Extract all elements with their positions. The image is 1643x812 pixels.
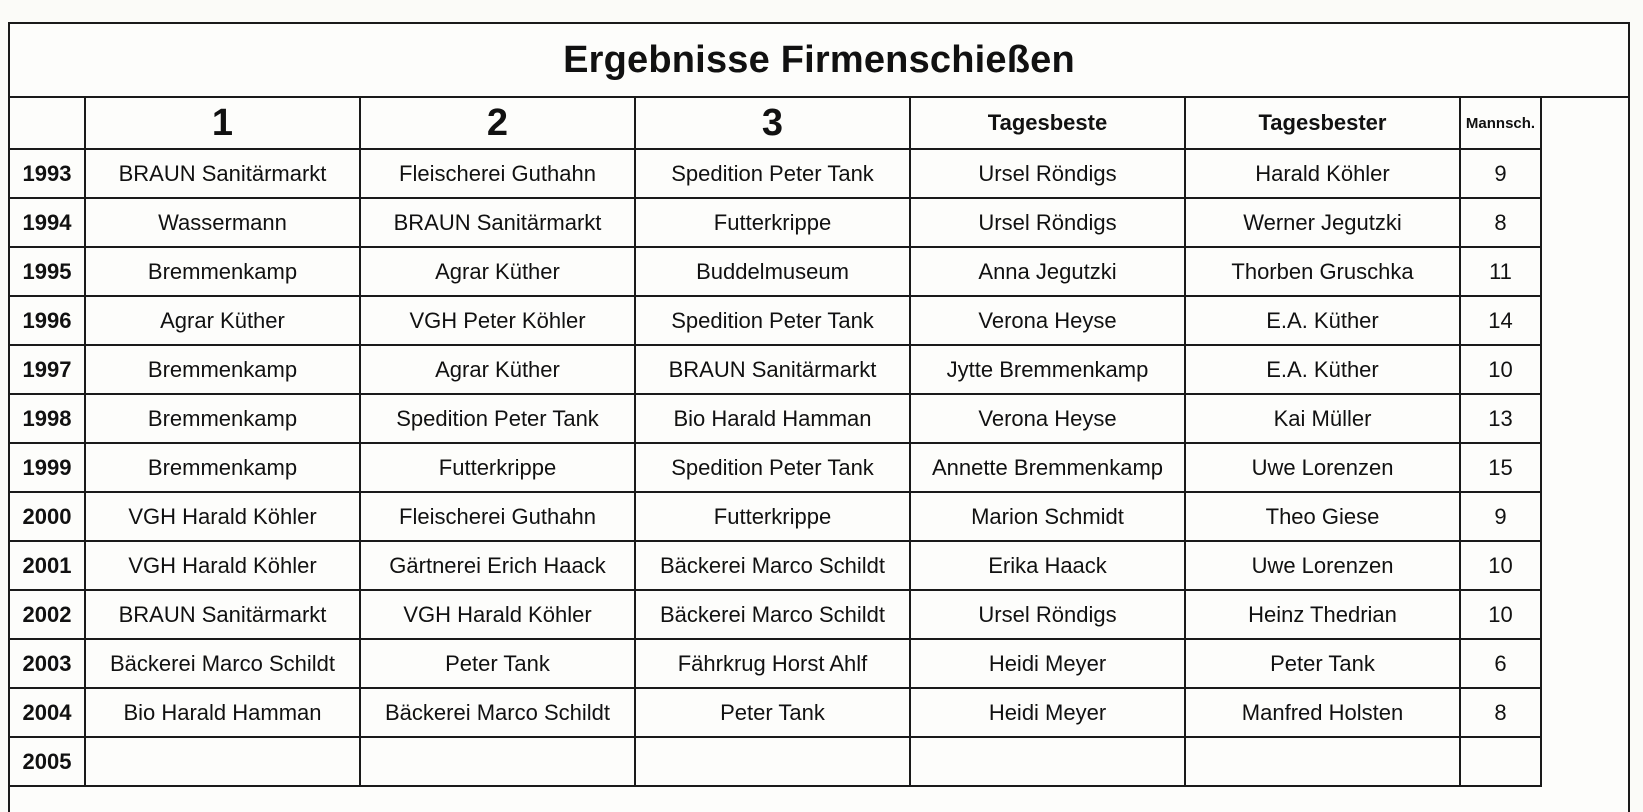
- tagesbeste-cell: Verona Heyse: [910, 296, 1185, 345]
- teams-count-cell: 9: [1460, 492, 1541, 541]
- tagesbester-cell: Manfred Holsten: [1185, 688, 1460, 737]
- tagesbester-cell: Werner Jegutzki: [1185, 198, 1460, 247]
- place-2-cell: BRAUN Sanitärmarkt: [360, 198, 635, 247]
- tagesbester-cell: Uwe Lorenzen: [1185, 541, 1460, 590]
- place-2-cell: Fleischerei Guthahn: [360, 492, 635, 541]
- tagesbeste-cell: Ursel Röndigs: [910, 149, 1185, 198]
- table-row: [9, 639, 1541, 688]
- tagesbeste-cell: [910, 737, 1185, 786]
- table-row: [9, 492, 1541, 541]
- place-2-cell: Bäckerei Marco Schildt: [360, 688, 635, 737]
- place-1-cell: Bremmenkamp: [85, 394, 360, 443]
- place-3-cell: [635, 737, 910, 786]
- place-1-cell: Bremmenkamp: [85, 345, 360, 394]
- place-3-cell: Buddelmuseum: [635, 247, 910, 296]
- place-2-cell: Agrar Küther: [360, 345, 635, 394]
- year-cell: 1997: [9, 345, 85, 394]
- place-1-cell: VGH Harald Köhler: [85, 541, 360, 590]
- year-cell: 1995: [9, 247, 85, 296]
- tagesbester-cell: Uwe Lorenzen: [1185, 443, 1460, 492]
- place-1-cell: VGH Harald Köhler: [85, 492, 360, 541]
- results-body: [9, 149, 1541, 786]
- table-row: [9, 394, 1541, 443]
- results-sheet: [8, 22, 1630, 812]
- place-1-cell: Wassermann: [85, 198, 360, 247]
- results-table: [8, 96, 1542, 787]
- place-1-cell: BRAUN Sanitärmarkt: [85, 590, 360, 639]
- place-2-cell: Gärtnerei Erich Haack: [360, 541, 635, 590]
- place-1-cell: Bremmenkamp: [85, 443, 360, 492]
- place-3-cell: Bio Harald Hamman: [635, 394, 910, 443]
- table-row: [9, 296, 1541, 345]
- tagesbeste-cell: Verona Heyse: [910, 394, 1185, 443]
- tagesbeste-cell: Heidi Meyer: [910, 688, 1185, 737]
- place-3-cell: Peter Tank: [635, 688, 910, 737]
- year-cell: 1994: [9, 198, 85, 247]
- tagesbester-cell: E.A. Küther: [1185, 296, 1460, 345]
- teams-count-cell: 14: [1460, 296, 1541, 345]
- place-2-cell: VGH Peter Köhler: [360, 296, 635, 345]
- teams-count-cell: 10: [1460, 345, 1541, 394]
- place-2-cell: Spedition Peter Tank: [360, 394, 635, 443]
- teams-count-cell: 10: [1460, 541, 1541, 590]
- place-3-cell: Futterkrippe: [635, 492, 910, 541]
- tagesbester-cell: Heinz Thedrian: [1185, 590, 1460, 639]
- teams-count-cell: 11: [1460, 247, 1541, 296]
- tagesbeste-cell: Jytte Bremmenkamp: [910, 345, 1185, 394]
- tagesbeste-cell: Erika Haack: [910, 541, 1185, 590]
- year-cell: 2000: [9, 492, 85, 541]
- teams-count-cell: 8: [1460, 198, 1541, 247]
- header-tagesbeste: Tagesbeste: [910, 97, 1185, 149]
- header-tagesbester: Tagesbester: [1185, 97, 1460, 149]
- place-1-cell: Agrar Küther: [85, 296, 360, 345]
- place-2-cell: [360, 737, 635, 786]
- teams-count-cell: [1460, 737, 1541, 786]
- tagesbester-cell: Thorben Gruschka: [1185, 247, 1460, 296]
- header-row: [9, 97, 1541, 149]
- place-2-cell: Peter Tank: [360, 639, 635, 688]
- teams-count-cell: 15: [1460, 443, 1541, 492]
- place-1-cell: Bio Harald Hamman: [85, 688, 360, 737]
- table-row: [9, 345, 1541, 394]
- year-cell: 2004: [9, 688, 85, 737]
- place-3-cell: Spedition Peter Tank: [635, 149, 910, 198]
- teams-count-cell: 9: [1460, 149, 1541, 198]
- tagesbeste-cell: Marion Schmidt: [910, 492, 1185, 541]
- header-place-2: 2: [360, 97, 635, 149]
- place-3-cell: Futterkrippe: [635, 198, 910, 247]
- year-cell: 1998: [9, 394, 85, 443]
- tagesbester-cell: Peter Tank: [1185, 639, 1460, 688]
- place-1-cell: [85, 737, 360, 786]
- teams-count-cell: 13: [1460, 394, 1541, 443]
- tagesbeste-cell: Ursel Röndigs: [910, 590, 1185, 639]
- table-row: [9, 590, 1541, 639]
- place-3-cell: Fährkrug Horst Ahlf: [635, 639, 910, 688]
- header-year: [9, 97, 85, 149]
- place-2-cell: Fleischerei Guthahn: [360, 149, 635, 198]
- year-cell: 1996: [9, 296, 85, 345]
- year-cell: 2002: [9, 590, 85, 639]
- table-row: [9, 247, 1541, 296]
- place-1-cell: Bäckerei Marco Schildt: [85, 639, 360, 688]
- header-mannschaften: Mannsch.: [1460, 97, 1541, 149]
- tagesbeste-cell: Ursel Röndigs: [910, 198, 1185, 247]
- table-row: [9, 149, 1541, 198]
- year-cell: 2003: [9, 639, 85, 688]
- tagesbester-cell: Theo Giese: [1185, 492, 1460, 541]
- table-row: [9, 737, 1541, 786]
- place-2-cell: VGH Harald Köhler: [360, 590, 635, 639]
- place-3-cell: Bäckerei Marco Schildt: [635, 541, 910, 590]
- tagesbester-cell: [1185, 737, 1460, 786]
- year-cell: 2005: [9, 737, 85, 786]
- tagesbester-cell: E.A. Küther: [1185, 345, 1460, 394]
- tagesbester-cell: Harald Köhler: [1185, 149, 1460, 198]
- table-row: [9, 541, 1541, 590]
- tagesbeste-cell: Annette Bremmenkamp: [910, 443, 1185, 492]
- year-cell: 1999: [9, 443, 85, 492]
- table-row: [9, 443, 1541, 492]
- tagesbeste-cell: Anna Jegutzki: [910, 247, 1185, 296]
- page-title: Ergebnisse Firmenschießen: [10, 24, 1628, 98]
- table-row: [9, 198, 1541, 247]
- place-2-cell: Futterkrippe: [360, 443, 635, 492]
- year-cell: 2001: [9, 541, 85, 590]
- tagesbester-cell: Kai Müller: [1185, 394, 1460, 443]
- teams-count-cell: 10: [1460, 590, 1541, 639]
- place-1-cell: Bremmenkamp: [85, 247, 360, 296]
- place-3-cell: Spedition Peter Tank: [635, 296, 910, 345]
- place-3-cell: BRAUN Sanitärmarkt: [635, 345, 910, 394]
- teams-count-cell: 8: [1460, 688, 1541, 737]
- header-place-3: 3: [635, 97, 910, 149]
- teams-count-cell: 6: [1460, 639, 1541, 688]
- place-2-cell: Agrar Küther: [360, 247, 635, 296]
- tagesbeste-cell: Heidi Meyer: [910, 639, 1185, 688]
- place-1-cell: BRAUN Sanitärmarkt: [85, 149, 360, 198]
- place-3-cell: Spedition Peter Tank: [635, 443, 910, 492]
- place-3-cell: Bäckerei Marco Schildt: [635, 590, 910, 639]
- year-cell: 1993: [9, 149, 85, 198]
- header-place-1: 1: [85, 97, 360, 149]
- table-row: [9, 688, 1541, 737]
